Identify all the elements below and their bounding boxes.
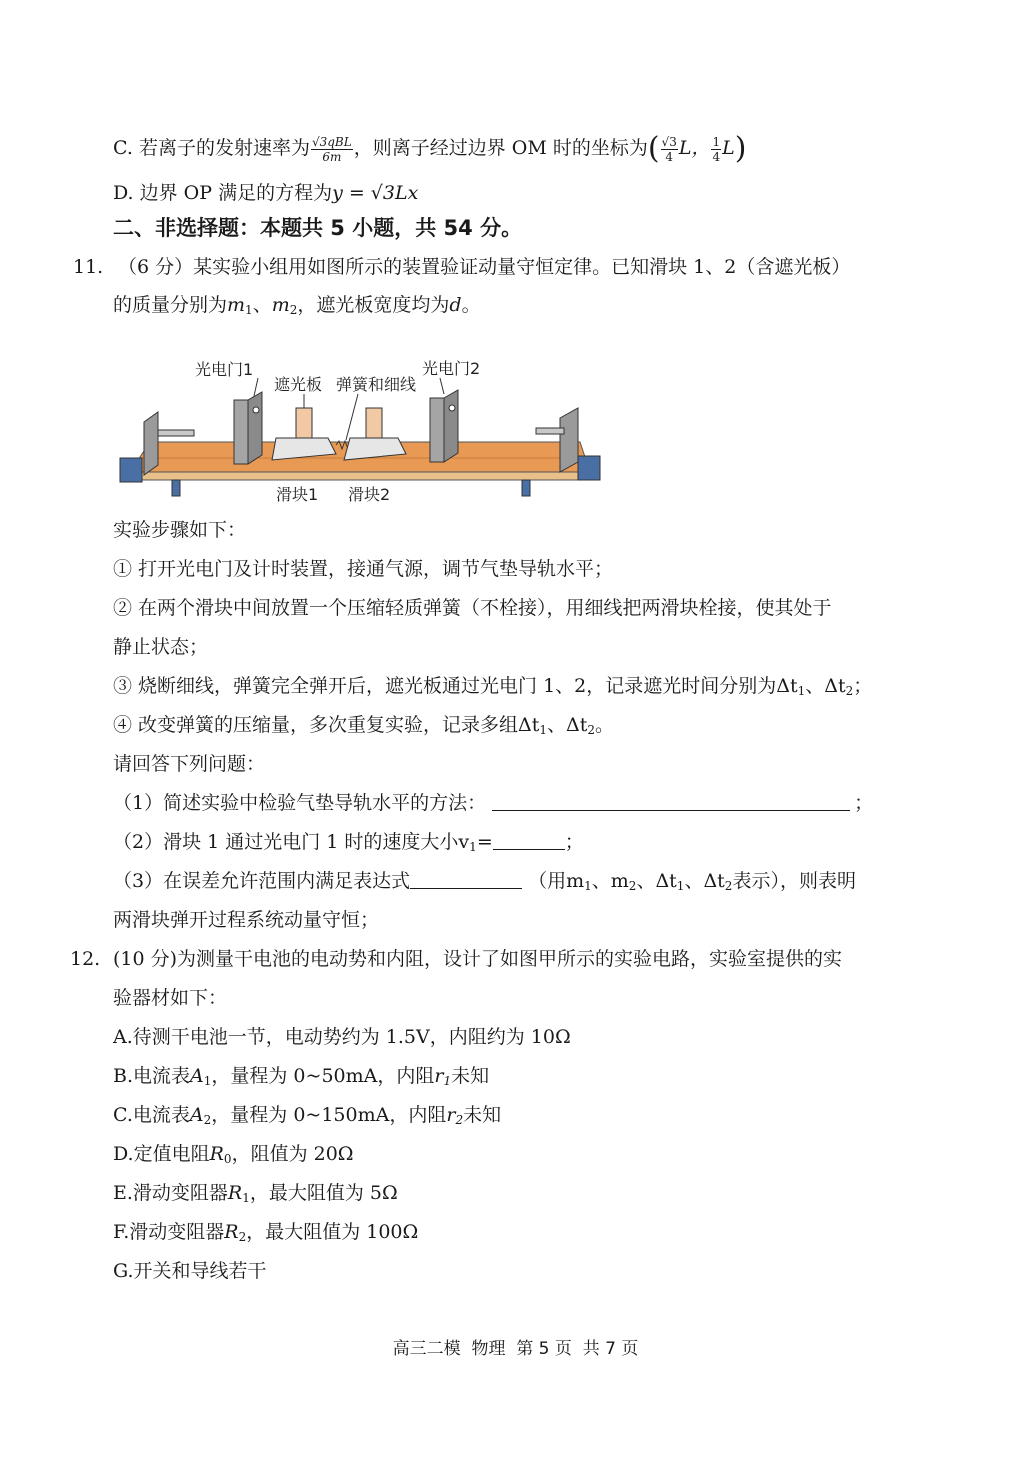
step-2-line2: 静止状态； [113, 636, 209, 658]
item-c-1: C.电流表 [113, 1104, 190, 1126]
shade-plate-1 [296, 408, 312, 438]
option-c-middle: ，则离子经过边界 OM 时的坐标为 [353, 137, 648, 159]
item-a: A.待测干电池一节，电动势约为 1.5V，内阻约为 10Ω [113, 1026, 571, 1048]
q12-number: 12. [70, 948, 101, 970]
paren-open: ( [647, 131, 660, 166]
A1-symbol: A [190, 1065, 204, 1087]
option-d [113, 180, 418, 206]
item-e [113, 1180, 398, 1211]
r1-sub: 1 [443, 1074, 452, 1088]
step-3-end: ； [853, 675, 873, 697]
step-4-end: 。 [595, 714, 615, 736]
A2-symbol: A [189, 1104, 204, 1126]
q12-line1: (10 分)为测量干电池的电动势和内阻，设计了如图甲所示的实验电路，实验室提供的实 [113, 948, 843, 970]
photogate-1 [234, 400, 248, 464]
item-g: G.开关和导线若干 [113, 1260, 267, 1282]
r1-symbol: r [434, 1065, 444, 1087]
R2-symbol: R [224, 1221, 239, 1243]
item-d-2: ，阻值为 20Ω [231, 1143, 354, 1165]
speed-denominator: 6m [322, 149, 342, 164]
q11-line2-b: 、 [252, 294, 272, 316]
R0-sub: 0 [223, 1152, 232, 1166]
answer-title: 请回答下列问题： [113, 753, 266, 775]
end-block-left [120, 458, 142, 482]
subq-1-end: ； [854, 792, 874, 814]
subq-1-text: （1）简述实验中检验气垫导轨水平的方法： [113, 792, 487, 814]
y-denominator: 4 [712, 149, 721, 164]
R0-symbol: R [209, 1143, 224, 1165]
end-block-right [578, 456, 600, 480]
steps-title: 实验步骤如下： [113, 519, 247, 541]
v1-sub: 1 [469, 840, 477, 854]
foot-right [522, 480, 530, 496]
step-3 [113, 673, 872, 704]
subq-3-e: 、Δt [684, 870, 725, 892]
item-c [113, 1102, 501, 1133]
label-slider2: 滑块2 [348, 485, 391, 504]
page-footer: 高三二模 物理 第 5 页 共 7 页 [392, 1339, 639, 1359]
item-d [113, 1141, 354, 1172]
step-3-text: ③ 烧断细线，弹簧完全弹开后，遮光板通过光电门 1、2，记录遮光时间分别为Δt [113, 675, 798, 697]
R1-sub: 1 [242, 1191, 250, 1205]
R2-sub: 2 [238, 1230, 247, 1244]
x-denominator: 4 [665, 149, 673, 164]
m1-sub: 1 [245, 303, 253, 317]
step-3-mid: 、Δt [805, 675, 846, 697]
photogate-2 [430, 398, 444, 462]
label-gate2: 光电门2 [422, 359, 481, 378]
shade-plate-2 [366, 408, 382, 438]
section-heading: 二、非选择题：本题共 5 小题，共 54 分。 [113, 216, 523, 240]
m2-symbol: m [271, 294, 290, 316]
q11-line2 [113, 292, 481, 323]
subq-2-end: ； [564, 831, 584, 853]
m2-sub: 2 [289, 303, 298, 317]
subq3-sub2: 2 [628, 879, 637, 893]
step-2-line1: ② 在两个滑块中间放置一个压缩轻质弹簧（不栓接），用细线把两滑块栓接，使其处于 [113, 597, 832, 619]
step-4-text: ④ 改变弹簧的压缩量，多次重复实验，记录多组Δt [113, 714, 540, 736]
subq3-sub1: 1 [584, 879, 592, 893]
label-spring: 弹簧和细线 [336, 375, 417, 394]
end-stop-left [144, 412, 158, 475]
A2-sub: 2 [203, 1113, 212, 1127]
option-c [113, 130, 746, 166]
item-b-1: B.电流表 [113, 1065, 191, 1087]
item-c-3: 未知 [463, 1104, 502, 1126]
subq-1-blank[interactable] [492, 791, 850, 811]
item-e-2: ，最大阻值为 5Ω [249, 1182, 398, 1204]
end-stop-right [560, 408, 578, 472]
q11-line2-d: 。 [461, 294, 481, 316]
subq-3-f: 表示），则表明 [732, 870, 856, 892]
R1-symbol: R [227, 1182, 243, 1204]
subq-2 [113, 829, 584, 860]
option-d-prefix: D. 边界 OP 满足的方程为 [113, 182, 333, 204]
x-fraction [661, 135, 678, 164]
item-f-2: ，最大阻值为 100Ω [246, 1221, 419, 1243]
option-d-equation: y = √3Lx [332, 182, 419, 204]
subq-3-c: 、m [591, 870, 629, 892]
item-f-1: F.滑动变阻器 [113, 1221, 225, 1243]
item-b [113, 1063, 489, 1094]
q11-line1: （6 分）某实验小组用如图所示的装置验证动量守恒定律。已知滑块 1、2（含遮光板） [118, 256, 851, 278]
subq-3-b: （用m [528, 870, 585, 892]
subq-3-line2: 两滑块弹开过程系统动量守恒； [113, 909, 380, 931]
q11-number: 11. [73, 256, 104, 278]
item-e-1: E.滑动变阻器 [113, 1182, 228, 1204]
track-base [130, 472, 585, 480]
item-f [113, 1219, 418, 1250]
step4-sub1: 1 [539, 723, 548, 737]
subq-2-text: （2）滑块 1 通过光电门 1 时的速度大小v [113, 831, 470, 853]
air-track-diagram [110, 350, 610, 510]
q11-line2-c: ，遮光板宽度均为 [297, 294, 450, 316]
item-b-3: 未知 [451, 1065, 490, 1087]
y-numerator: 1 [712, 134, 721, 149]
option-c-prefix: C. 若离子的发射速率为 [113, 137, 310, 159]
subq-2-eq: = [476, 831, 493, 853]
label-slider1: 滑块1 [276, 485, 319, 504]
step-1: ① 打开光电门及计时装置，接通气源，调节气垫导轨水平； [113, 558, 614, 580]
subq3-sub4: 2 [724, 879, 733, 893]
x-suffix: L， [678, 137, 711, 159]
subq-3-d: 、Δt [636, 870, 677, 892]
A1-sub: 1 [203, 1074, 212, 1088]
x-numerator: √3 [661, 134, 677, 149]
item-d-1: D.定值电阻 [113, 1143, 210, 1165]
y-suffix: L [722, 137, 735, 159]
speed-fraction [311, 135, 353, 164]
y-fraction [711, 135, 721, 164]
label-shade: 遮光板 [274, 375, 323, 394]
subq-1 [113, 790, 873, 816]
subq3-sub3: 1 [676, 879, 685, 893]
r2-sub: 2 [455, 1113, 464, 1127]
speed-numerator: √3qBL [311, 134, 352, 149]
subq-3-text: （3）在误差允许范围内满足表达式 [113, 870, 411, 892]
q12-line2: 验器材如下： [113, 987, 228, 1009]
foot-left [172, 480, 180, 496]
q11-line2-a: 的质量分别为 [113, 294, 228, 316]
r2-symbol: r [446, 1104, 456, 1126]
paren-close: ) [734, 131, 747, 166]
item-b-2: ，量程为 0~50mA，内阻 [211, 1065, 435, 1087]
subq-3 [113, 868, 856, 899]
label-gate1: 光电门1 [195, 360, 254, 379]
step-4 [113, 712, 614, 743]
step3-sub2: 2 [845, 684, 854, 698]
d-symbol: d [449, 294, 462, 316]
step3-sub1: 1 [797, 684, 806, 698]
subq-3-blank[interactable] [410, 869, 522, 889]
subq-2-blank[interactable] [493, 830, 565, 850]
step-4-mid: 、Δt [547, 714, 588, 736]
step4-sub2: 2 [587, 723, 596, 737]
item-c-2: ，量程为 0~150mA，内阻 [211, 1104, 447, 1126]
m1-symbol: m [227, 294, 246, 316]
